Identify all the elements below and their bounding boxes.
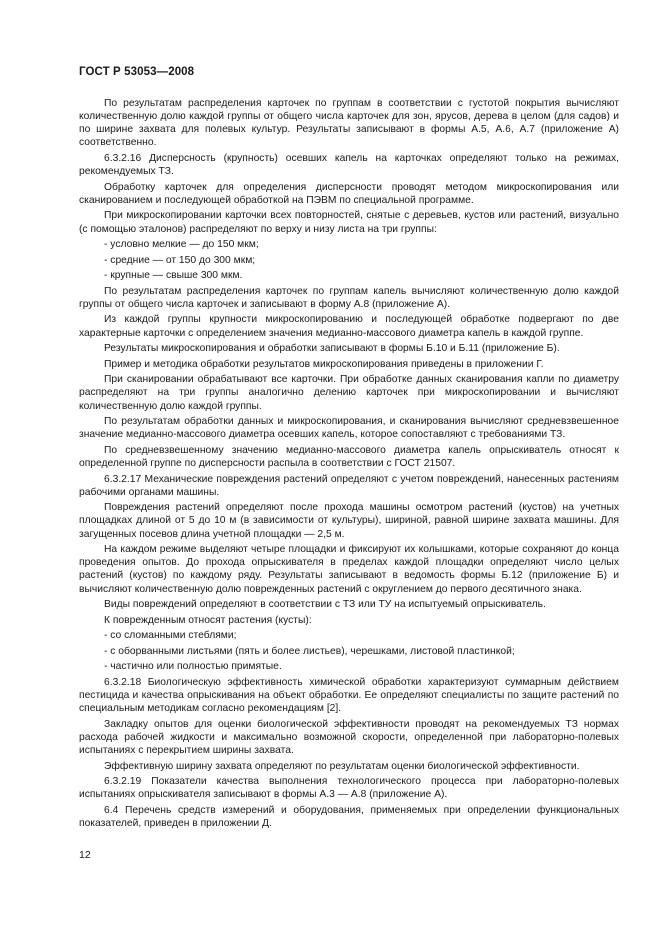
paragraph: Закладку опытов для оценки биологической эффективности проводят на рекомендуемых ТЗ нормах расхода рабочей жидкости и максимально возможной скорости, определенной при лабораторно-полевых испытаниях с перекрытием ширины захвата. xyxy=(79,718,619,757)
paragraph: 6.3.2.16 Дисперсность (крупность) осевших капель на карточках определяют только на режимах, рекомендуемых ТЗ. xyxy=(79,153,619,178)
list-item: - средние — от 150 до 300 мкм; xyxy=(104,254,256,266)
document-header: ГОСТ Р 53053—2008 xyxy=(79,66,195,78)
paragraph: Обработку карточек для определения дисперсности проводят методом микроскопирования или сканированием и последующей обработкой на ПЭВМ по специальной программе. xyxy=(79,181,619,206)
document-body xyxy=(79,97,619,833)
paragraph: По средневзвешенному значению медианно-массового диаметра капель опрыскиватель относят к определенной группе по дисперсности распыла в соответствии с ГОСТ 21507. xyxy=(79,444,619,469)
paragraph: Пример и методика обработки результатов микроскопирования приведены в приложении Г. xyxy=(104,358,544,370)
paragraph: По результатам обработки данных и микроскопирования, и сканирования вычисляют средневзвешенное значение медианно-массового диаметра осевших капель, которое сопоставляют с требованиями ТЗ. xyxy=(79,416,619,441)
paragraph: 6.4 Перечень средств измерений и оборудования, применяемых при определении функциональных показателей, приведен в приложении Д. xyxy=(79,804,619,829)
list-item: - условно мелкие — до 150 мкм; xyxy=(104,239,259,251)
paragraph: По результатам распределения карточек по группам капель вычисляют количественную долю каждой группы от общего числа карточек и записывают в форму А.8 (приложение А). xyxy=(79,285,619,310)
paragraph: При сканировании обрабатывают все карточки. При обработке данных сканирования капли по диаметру распределяют на три группы аналогично делению карточек при микроскопировании и вычисляют количественную долю каждой группы. xyxy=(79,374,619,412)
paragraph: На каждом режиме выделяют четыре площадки и фиксируют их колышками, которые сохраняют до конца проведения опытов. До прохода опрыскивателя в пределах каждой площадки определяют число целых растений (кустов) по каждому ряду. Результаты записывают в ведомость формы Б.12 (приложение Б) и вычисляют количественную долю поврежденных растений с округлением до первого десятичного знака. xyxy=(79,544,619,595)
list-item: - со сломанными стеблями; xyxy=(104,630,237,642)
paragraph: Виды повреждений определяют в соответствии с ТЗ или ТУ на испытуемый опрыскиватель. xyxy=(104,599,546,611)
page-number: 12 xyxy=(79,849,91,861)
list-item: - крупные — свыше 300 мкм. xyxy=(104,270,243,282)
paragraph: 6.3.2.18 Биологическую эффективность химической обработки характеризуют суммарным действием пестицида и качества опрыскивания на объект обработки. Ее определяют специалисты по защите растений по специальным методикам согласно рекомендациям [2]. xyxy=(79,676,619,715)
paragraph: При микроскопировании карточки всех повторностей, снятые с деревьев, кустов или растений, визуально (с помощью эталонов) распределяют по верху и низу листа на три группы: xyxy=(79,210,619,235)
paragraph: 6.3.2.19 Показатели качества выполнения технологического процесса при лабораторно-полевых испытаниях опрыскивателя записывают в формы А.3 — А.8 (приложение А). xyxy=(79,776,619,801)
paragraph: Эффективную ширину захвата определяют по результатам оценки биологической эффективности. xyxy=(104,760,580,772)
list-item: - с оборванными листьями (пять и более листьев), черешками, листовой пластинкой; xyxy=(104,645,515,657)
paragraph: 6.3.2.17 Механические повреждения растений определяют с учетом повреждений, нанесенных растениям рабочими органами машины. xyxy=(79,473,619,498)
paragraph: Из каждой группы крупности микроскопированию и последующей обработке подвергают по две характерные карточки с определением значения медианно-массового диаметра капель в каждой группе. xyxy=(79,314,619,339)
paragraph: По результатам распределения карточек по группам в соответствии с густотой покрытия вычисляют количественную долю каждой группы от общего числа карточек для зон, ярусов, дерева в целом (для садов) и по ширине захвата для полевых культур. Результаты записывают в формы А.5, А.6, А.7 (приложение А) соответственно. xyxy=(79,98,619,149)
paragraph: Повреждения растений определяют после прохода машины осмотром растений (кустов) на учетных площадках длиной от 5 до 10 м (в зависимости от культуры), шириной, равной ширине захвата машины. Для загущенных посевов длина учетной площадки — 2,5 м. xyxy=(79,502,619,540)
paragraph: К поврежденным относят растения (кусты): xyxy=(104,614,312,626)
list-item: - частично или полностью примятые. xyxy=(104,661,282,673)
paragraph: Результаты микроскопирования и обработки записывают в формы Б.10 и Б.11 (приложение Б). xyxy=(104,343,560,355)
